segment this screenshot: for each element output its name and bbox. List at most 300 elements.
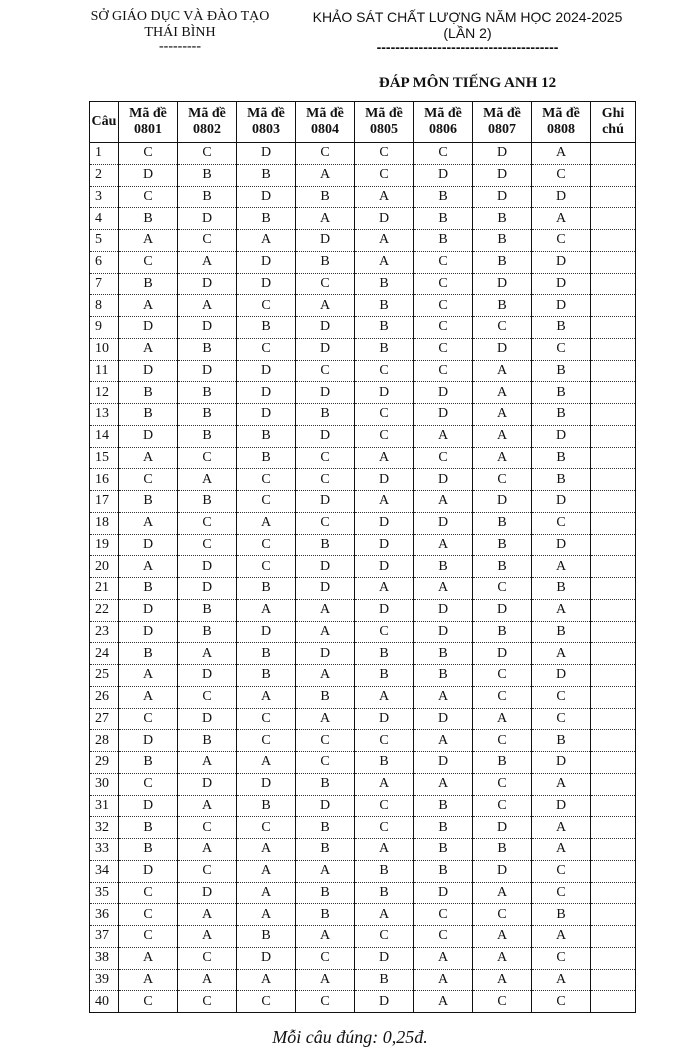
answer-cell: A [532, 817, 591, 839]
answer-cell: C [237, 295, 296, 317]
answer-cell: B [119, 404, 178, 426]
answer-cell: A [178, 969, 237, 991]
answer-cell: B [178, 164, 237, 186]
answer-cell: D [355, 534, 414, 556]
answer-cell: C [178, 143, 237, 165]
answer-cell: B [473, 208, 532, 230]
question-number-cell: 20 [90, 556, 119, 578]
answer-cell: C [532, 338, 591, 360]
answer-cell: D [414, 752, 473, 774]
answer-cell: D [237, 273, 296, 295]
answer-cell: B [178, 338, 237, 360]
answer-cell: C [355, 360, 414, 382]
answer-cell: D [355, 556, 414, 578]
answer-table-body [90, 143, 636, 1013]
note-cell [591, 556, 636, 578]
question-number-cell: 7 [90, 273, 119, 295]
col-header-code: Mã đề 0806 [414, 102, 473, 143]
answer-cell: A [473, 926, 532, 948]
answer-cell: B [532, 447, 591, 469]
table-row [90, 534, 636, 556]
answer-cell: C [532, 230, 591, 252]
table-row [90, 273, 636, 295]
answer-cell: A [237, 839, 296, 861]
answer-cell: B [532, 317, 591, 339]
answer-cell: B [178, 599, 237, 621]
table-row [90, 469, 636, 491]
answer-cell: B [473, 230, 532, 252]
answer-cell: A [237, 969, 296, 991]
answer-cell: C [178, 860, 237, 882]
exam-header [300, 9, 635, 53]
answer-cell: B [296, 817, 355, 839]
answer-cell: C [473, 904, 532, 926]
answer-cell: A [296, 860, 355, 882]
answer-cell: C [237, 991, 296, 1013]
table-row [90, 969, 636, 991]
answer-cell: A [296, 164, 355, 186]
table-row [90, 708, 636, 730]
table-row [90, 447, 636, 469]
table-header-row [90, 102, 636, 143]
note-cell [591, 839, 636, 861]
answer-cell: A [532, 599, 591, 621]
answer-cell: D [178, 882, 237, 904]
answer-cell: B [473, 251, 532, 273]
note-cell [591, 469, 636, 491]
answer-cell: D [237, 143, 296, 165]
answer-cell: B [178, 621, 237, 643]
answer-cell: D [473, 599, 532, 621]
question-number-cell: 30 [90, 773, 119, 795]
answer-cell: A [178, 295, 237, 317]
answer-cell: A [296, 708, 355, 730]
answer-cell: A [473, 404, 532, 426]
org-line1: SỞ GIÁO DỤC VÀ ĐÀO TẠO [90, 9, 270, 24]
answer-cell: C [237, 469, 296, 491]
answer-cell: C [296, 752, 355, 774]
answer-cell: C [296, 730, 355, 752]
table-row [90, 991, 636, 1013]
answer-cell: C [532, 947, 591, 969]
answer-cell: A [296, 208, 355, 230]
answer-cell: A [119, 665, 178, 687]
question-number-cell: 23 [90, 621, 119, 643]
answer-cell: C [296, 469, 355, 491]
answer-cell: A [473, 708, 532, 730]
answer-cell: C [532, 882, 591, 904]
answer-cell: C [119, 991, 178, 1013]
answer-cell: A [473, 360, 532, 382]
note-cell [591, 425, 636, 447]
answer-cell: B [119, 491, 178, 513]
answer-cell: B [355, 295, 414, 317]
answer-cell: D [473, 338, 532, 360]
answer-cell: B [296, 686, 355, 708]
answer-cell: D [237, 251, 296, 273]
answer-cell: A [178, 926, 237, 948]
exam-line2: (LẦN 2) [443, 25, 492, 41]
answer-cell: D [414, 382, 473, 404]
note-cell [591, 730, 636, 752]
answer-cell: A [119, 686, 178, 708]
question-number-cell: 17 [90, 491, 119, 513]
answer-cell: C [473, 795, 532, 817]
question-number-cell: 33 [90, 839, 119, 861]
answer-cell: A [414, 730, 473, 752]
answer-cell: B [414, 208, 473, 230]
answer-cell: C [355, 926, 414, 948]
note-cell [591, 773, 636, 795]
question-number-cell: 38 [90, 947, 119, 969]
answer-cell: A [119, 230, 178, 252]
answer-cell: C [355, 143, 414, 165]
col-header-code: Mã đề 0808 [532, 102, 591, 143]
answer-cell: A [473, 382, 532, 404]
answer-cell: A [296, 295, 355, 317]
note-cell [591, 447, 636, 469]
answer-cell: A [532, 839, 591, 861]
col-header-code: Mã đề 0802 [178, 102, 237, 143]
question-number-cell: 5 [90, 230, 119, 252]
answer-cell: C [473, 991, 532, 1013]
answer-cell: A [473, 447, 532, 469]
answer-cell: C [178, 991, 237, 1013]
answer-cell: D [355, 469, 414, 491]
answer-cell: B [414, 795, 473, 817]
question-number-cell: 1 [90, 143, 119, 165]
answer-cell: C [119, 469, 178, 491]
answer-cell: D [414, 469, 473, 491]
answer-cell: D [473, 643, 532, 665]
answer-cell: C [532, 860, 591, 882]
answer-cell: A [119, 947, 178, 969]
note-cell [591, 665, 636, 687]
answer-cell: A [237, 512, 296, 534]
answer-cell: D [237, 947, 296, 969]
col-header-code: Mã đề 0807 [473, 102, 532, 143]
answer-cell: D [414, 164, 473, 186]
question-number-cell: 15 [90, 447, 119, 469]
col-header-code: Mã đề 0801 [119, 102, 178, 143]
table-row [90, 904, 636, 926]
answer-cell: C [414, 338, 473, 360]
answer-cell: A [532, 926, 591, 948]
note-cell [591, 947, 636, 969]
answer-cell: C [237, 730, 296, 752]
table-row [90, 795, 636, 817]
table-row [90, 164, 636, 186]
answer-cell: D [532, 795, 591, 817]
answer-cell: D [414, 404, 473, 426]
question-number-cell: 29 [90, 752, 119, 774]
answer-cell: A [237, 230, 296, 252]
table-row [90, 382, 636, 404]
answer-cell: D [473, 860, 532, 882]
answer-cell: B [414, 230, 473, 252]
note-cell [591, 860, 636, 882]
answer-cell: A [178, 795, 237, 817]
answer-cell: C [414, 251, 473, 273]
table-row [90, 425, 636, 447]
answer-cell: A [355, 686, 414, 708]
question-number-cell: 3 [90, 186, 119, 208]
answer-cell: C [237, 338, 296, 360]
question-number-cell: 13 [90, 404, 119, 426]
question-number-cell: 22 [90, 599, 119, 621]
answer-cell: C [532, 708, 591, 730]
col-header-note: Ghi chú [591, 102, 636, 143]
answer-cell: C [178, 512, 237, 534]
answer-cell: B [414, 665, 473, 687]
answer-cell: B [473, 534, 532, 556]
answer-cell: D [296, 338, 355, 360]
answer-cell: D [473, 491, 532, 513]
answer-cell: D [414, 512, 473, 534]
answer-cell: B [178, 382, 237, 404]
answer-cell: C [473, 773, 532, 795]
note-cell [591, 926, 636, 948]
answer-cell: C [414, 360, 473, 382]
note-cell [591, 708, 636, 730]
note-cell [591, 795, 636, 817]
table-row [90, 578, 636, 600]
answer-cell: A [532, 143, 591, 165]
answer-cell: B [296, 404, 355, 426]
answer-cell: D [119, 164, 178, 186]
answer-cell: D [532, 186, 591, 208]
col-header-code: Mã đề 0805 [355, 102, 414, 143]
table-row [90, 404, 636, 426]
answer-cell: A [119, 556, 178, 578]
table-row [90, 860, 636, 882]
answer-cell: D [119, 425, 178, 447]
answer-cell: D [355, 208, 414, 230]
table-row [90, 338, 636, 360]
answer-cell: B [296, 773, 355, 795]
answer-cell: C [473, 578, 532, 600]
answer-cell: B [296, 251, 355, 273]
answer-cell: B [237, 578, 296, 600]
note-cell [591, 512, 636, 534]
answer-cell: D [178, 773, 237, 795]
question-number-cell: 27 [90, 708, 119, 730]
answer-cell: A [532, 969, 591, 991]
question-number-cell: 18 [90, 512, 119, 534]
answer-cell: B [355, 273, 414, 295]
answer-cell: B [237, 425, 296, 447]
answer-cell: D [178, 708, 237, 730]
col-header-code: Mã đề 0804 [296, 102, 355, 143]
answer-cell: A [414, 534, 473, 556]
col-header-code: Mã đề 0803 [237, 102, 296, 143]
table-row [90, 730, 636, 752]
answer-cell: C [355, 817, 414, 839]
answer-cell: B [296, 904, 355, 926]
answer-cell: D [237, 382, 296, 404]
answer-cell: C [414, 904, 473, 926]
answer-cell: C [355, 164, 414, 186]
answer-cell: D [473, 186, 532, 208]
table-row [90, 143, 636, 165]
answer-cell: B [296, 839, 355, 861]
answer-cell: A [296, 969, 355, 991]
answer-cell: C [355, 621, 414, 643]
answer-cell: A [414, 578, 473, 600]
answer-cell: A [119, 295, 178, 317]
answer-cell: B [119, 752, 178, 774]
table-row [90, 317, 636, 339]
answer-cell: D [296, 317, 355, 339]
answer-cell: D [119, 860, 178, 882]
answer-cell: B [237, 926, 296, 948]
answer-cell: C [532, 686, 591, 708]
answer-cell: D [532, 425, 591, 447]
table-row [90, 947, 636, 969]
answer-cell: C [473, 730, 532, 752]
answer-cell: C [119, 251, 178, 273]
answer-cell: D [532, 251, 591, 273]
answer-cell: C [178, 447, 237, 469]
answer-cell: B [178, 186, 237, 208]
answer-cell: D [119, 360, 178, 382]
answer-cell: B [119, 643, 178, 665]
answer-cell: D [532, 491, 591, 513]
answer-cell: A [237, 860, 296, 882]
answer-cell: A [414, 425, 473, 447]
answer-cell: D [237, 404, 296, 426]
table-row [90, 360, 636, 382]
table-row [90, 208, 636, 230]
answer-cell: B [414, 817, 473, 839]
answer-cell: B [532, 904, 591, 926]
answer-cell: A [296, 621, 355, 643]
answer-cell: D [532, 273, 591, 295]
note-cell [591, 599, 636, 621]
answer-cell: D [178, 360, 237, 382]
answer-cell: B [355, 665, 414, 687]
answer-cell: C [414, 273, 473, 295]
table-row [90, 839, 636, 861]
answer-cell: A [414, 969, 473, 991]
answer-cell: D [119, 534, 178, 556]
question-number-cell: 8 [90, 295, 119, 317]
answer-cell: C [355, 730, 414, 752]
answer-cell: B [532, 360, 591, 382]
answer-cell: D [355, 991, 414, 1013]
answer-cell: C [237, 491, 296, 513]
answer-cell: D [355, 382, 414, 404]
answer-cell: B [119, 578, 178, 600]
answer-cell: B [532, 404, 591, 426]
answer-cell: C [296, 360, 355, 382]
answer-cell: A [414, 686, 473, 708]
answer-cell: A [296, 926, 355, 948]
question-number-cell: 40 [90, 991, 119, 1013]
question-number-cell: 36 [90, 904, 119, 926]
note-cell [591, 186, 636, 208]
answer-cell: D [178, 556, 237, 578]
answer-cell: C [532, 512, 591, 534]
note-cell [591, 621, 636, 643]
question-number-cell: 39 [90, 969, 119, 991]
answer-cell: A [355, 839, 414, 861]
answer-cell: A [473, 882, 532, 904]
answer-cell: D [414, 882, 473, 904]
note-cell [591, 164, 636, 186]
note-cell [591, 969, 636, 991]
answer-cell: C [119, 904, 178, 926]
answer-cell: C [237, 534, 296, 556]
answer-cell: C [119, 143, 178, 165]
answer-cell: B [532, 469, 591, 491]
note-cell [591, 338, 636, 360]
answer-cell: B [119, 208, 178, 230]
table-row [90, 882, 636, 904]
answer-cell: B [355, 338, 414, 360]
table-row [90, 491, 636, 513]
answer-cell: D [296, 556, 355, 578]
table-row [90, 599, 636, 621]
note-cell [591, 230, 636, 252]
answer-cell: A [355, 251, 414, 273]
table-row [90, 186, 636, 208]
answer-cell: A [414, 773, 473, 795]
answer-cell: D [414, 599, 473, 621]
answer-cell: A [414, 947, 473, 969]
answer-cell: C [237, 708, 296, 730]
answer-cell: A [237, 904, 296, 926]
answer-cell: C [178, 686, 237, 708]
note-cell [591, 534, 636, 556]
answer-cell: A [178, 643, 237, 665]
answer-cell: D [237, 360, 296, 382]
answer-cell: D [119, 795, 178, 817]
answer-cell: B [473, 621, 532, 643]
answer-cell: B [296, 882, 355, 904]
answer-cell: D [355, 947, 414, 969]
answer-cell: A [296, 665, 355, 687]
answer-cell: A [414, 491, 473, 513]
answer-cell: C [178, 947, 237, 969]
answer-cell: A [237, 599, 296, 621]
question-number-cell: 10 [90, 338, 119, 360]
table-row [90, 773, 636, 795]
answer-cell: B [473, 512, 532, 534]
answer-cell: A [296, 599, 355, 621]
answer-cell: C [119, 773, 178, 795]
answer-cell: C [355, 795, 414, 817]
exam-underline: --------------------------------------- [376, 39, 559, 55]
answer-cell: C [296, 143, 355, 165]
answer-cell: A [178, 469, 237, 491]
note-cell [591, 904, 636, 926]
question-number-cell: 9 [90, 317, 119, 339]
answer-cell: C [414, 447, 473, 469]
answer-cell: B [237, 795, 296, 817]
table-row [90, 817, 636, 839]
answer-cell: B [119, 382, 178, 404]
answer-cell: C [178, 534, 237, 556]
question-number-cell: 25 [90, 665, 119, 687]
table-row [90, 251, 636, 273]
note-cell [591, 273, 636, 295]
answer-cell: B [473, 839, 532, 861]
table-row [90, 752, 636, 774]
answer-cell: C [119, 926, 178, 948]
note-cell [591, 360, 636, 382]
answer-cell: A [237, 686, 296, 708]
